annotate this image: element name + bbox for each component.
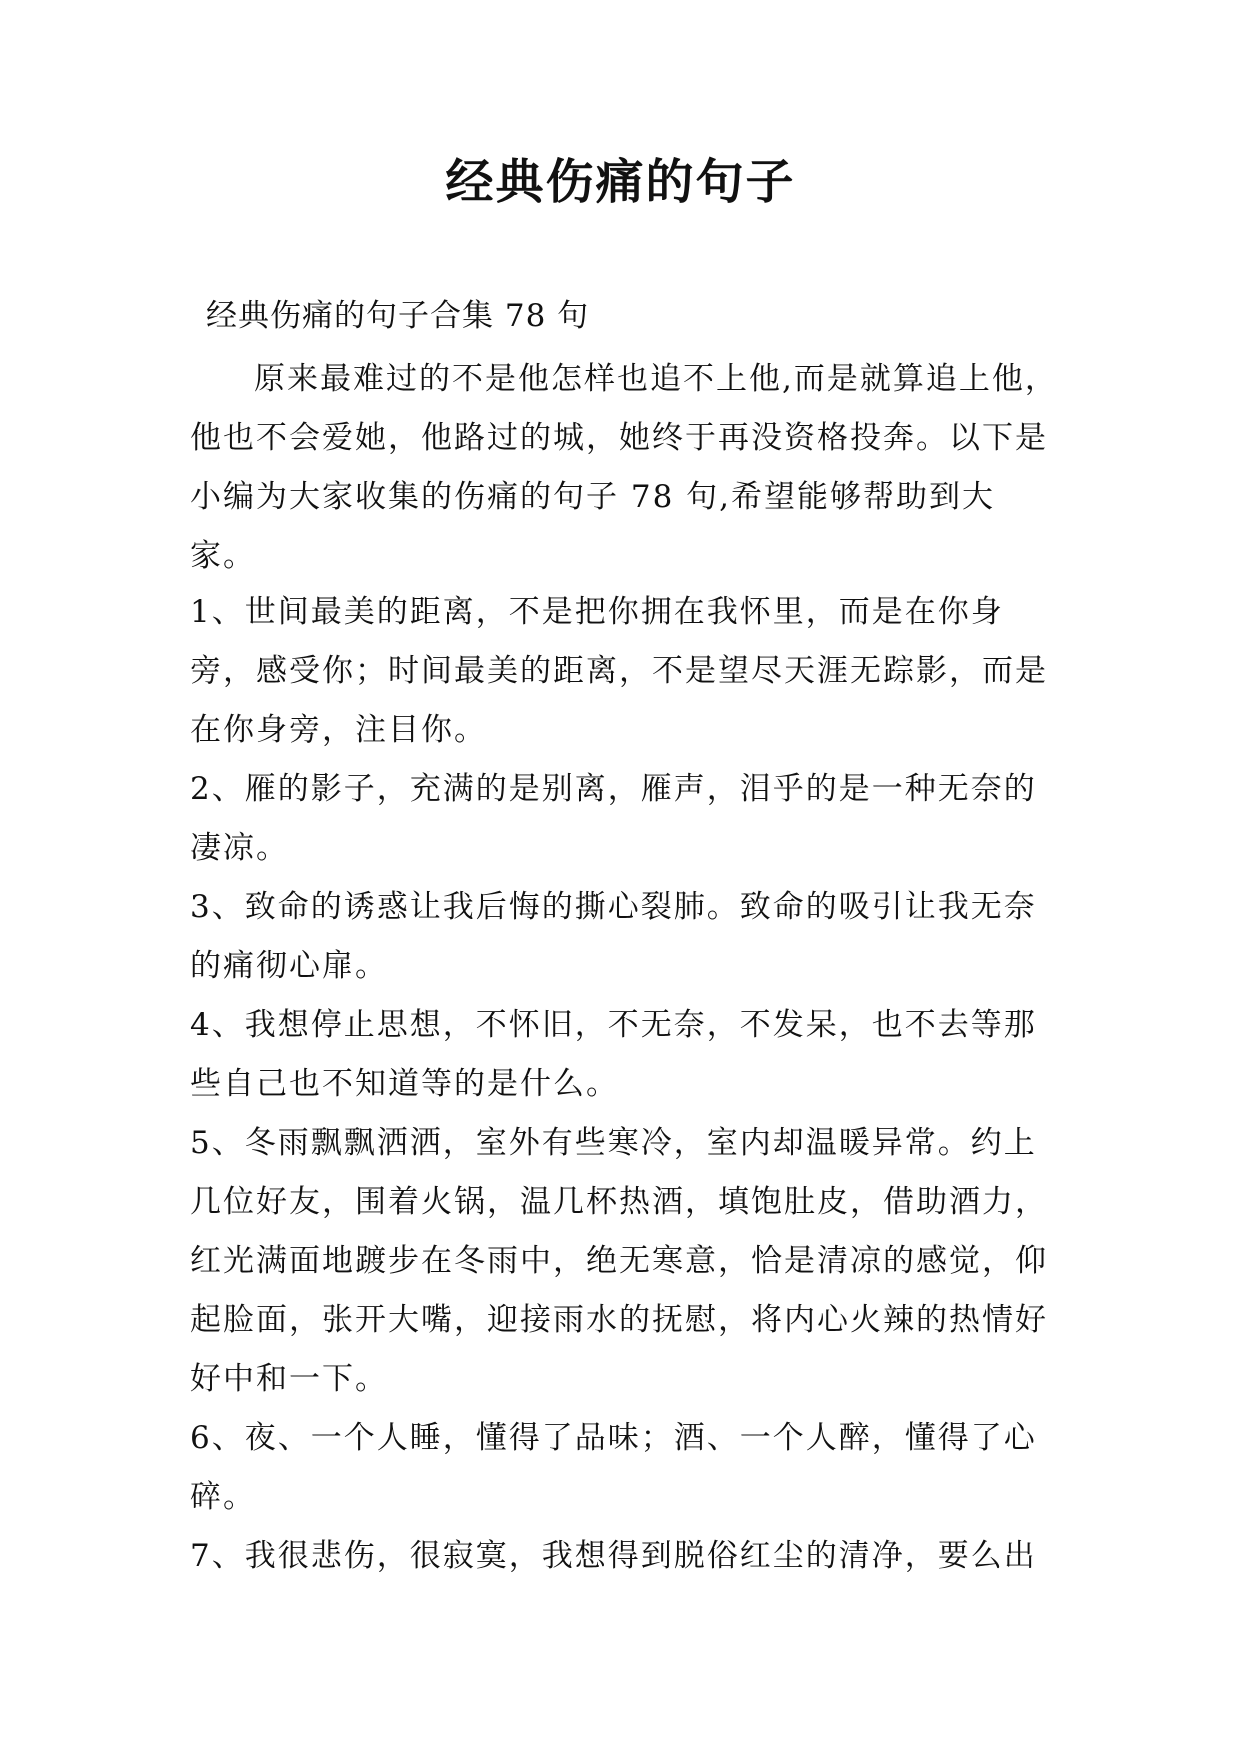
intro-paragraph: 原来最难过的不是他怎样也追不上他,而是就算追上他，他也不会爱她，他路过的城，她终于再没资格投奔。以下是小编为大家收集的伤痛的句子 78 句,希望能够帮助到大家。 xyxy=(190,361,1058,574)
list-item: 7、我很悲伤，很寂寞，我想得到脱俗红尘的清净，要么出 xyxy=(190,1538,1037,1574)
list-item: 3、致命的诱惑让我后悔的撕心裂肺。致命的吸引让我无奈的痛彻心扉。 xyxy=(190,889,1037,984)
document-subtitle: 经典伤痛的句子合集 78 句 xyxy=(206,298,590,334)
document-title: 经典伤痛的句子 xyxy=(445,154,796,210)
list-item: 6、夜、一个人睡，懂得了品味；酒、一个人醉，懂得了心碎。 xyxy=(190,1420,1037,1515)
list-item: 2、雁的影子，充满的是别离，雁声，泪乎的是一种无奈的凄凉。 xyxy=(190,771,1037,866)
sentence-list xyxy=(190,583,1060,1586)
list-item: 1、世间最美的距离，不是把你拥在我怀里，而是在你身旁，感受你；时间最美的距离，不是望尽天涯无踪影，而是在你身旁，注目你。 xyxy=(190,594,1048,748)
list-item: 5、冬雨飘飘洒洒，室外有些寒冷，室内却温暖异常。约上几位好友，围着火锅，温几杯热酒，填饱肚皮，借助酒力，红光满面地踱步在冬雨中，绝无寒意，恰是清凉的感觉，仰起脸面，张开大嘴，迎接雨水的抚慰，将内心火辣的热情好好中和一下。 xyxy=(190,1125,1048,1397)
list-item: 4、我想停止思想，不怀旧，不无奈，不发呆，也不去等那些自己也不知道等的是什么。 xyxy=(190,1007,1037,1102)
